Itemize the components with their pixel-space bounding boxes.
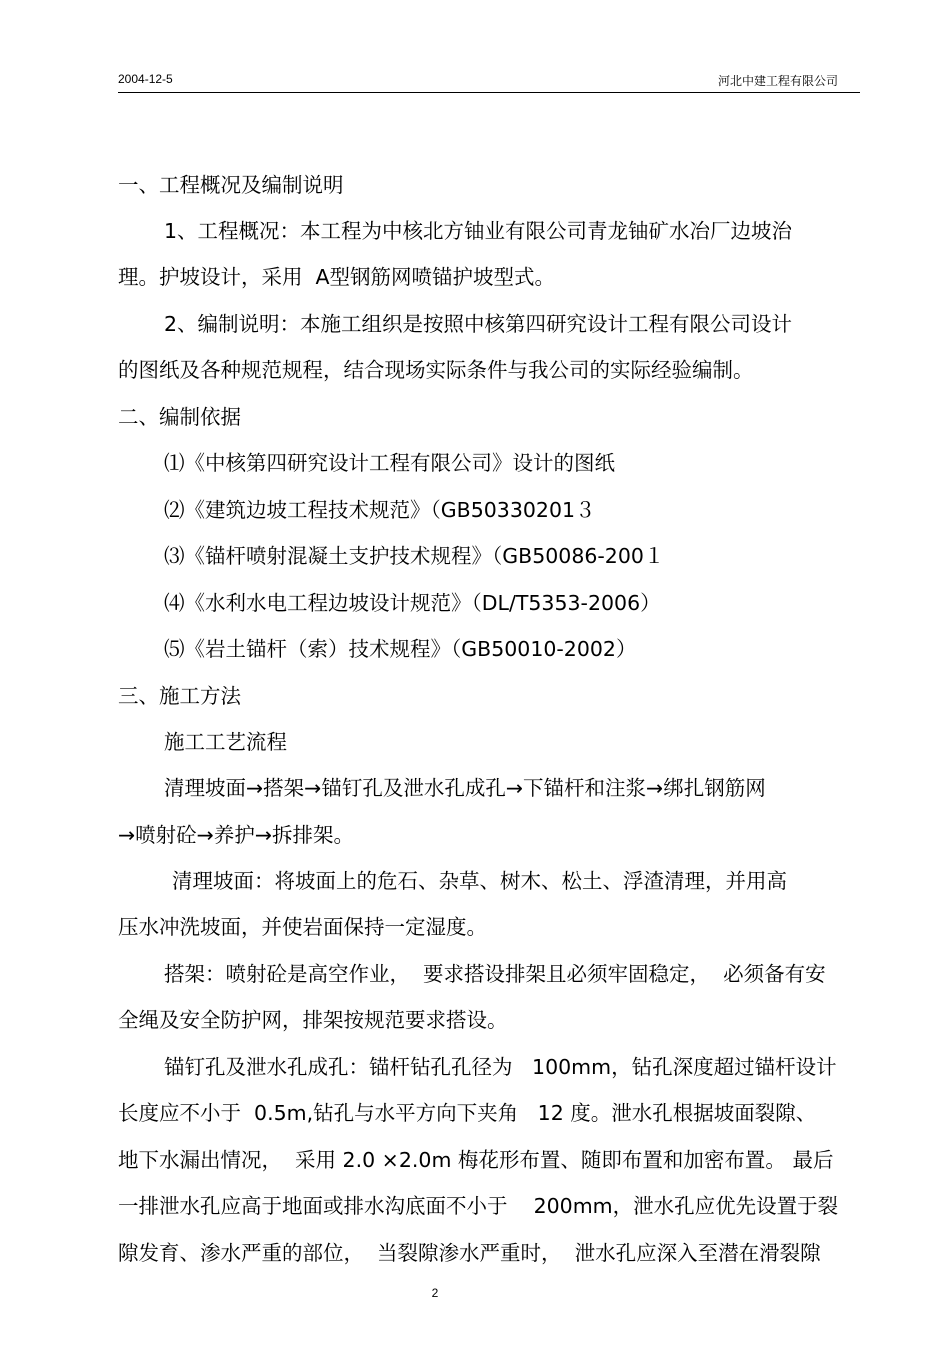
header-date: 2004-12-5	[118, 72, 173, 86]
reference-item: ⑴《中核第四研究设计工程有限公司》设计的图纸	[164, 451, 615, 475]
paragraph-line: 全绳及安全防护网，排架按规范要求搭设。	[118, 1008, 508, 1032]
reference-item: ⑵《建筑边坡工程技术规范》（GB50330201３	[164, 498, 596, 522]
paragraph-line: 压水冲洗坡面，并使岩面保持一定湿度。	[118, 915, 487, 939]
header-divider	[118, 92, 860, 93]
paragraph-line: 2、编制说明：本施工组织是按照中核第四研究设计工程有限公司设计	[164, 312, 793, 336]
paragraph-line: 搭架：喷射砼是高空作业， 要求搭设排架且必须牢固稳定， 必须备有安	[164, 962, 826, 986]
paragraph-line: 清理坡面：将坡面上的危石、杂草、树木、松土、浮渣清理，并用高	[172, 869, 787, 893]
paragraph-line: 地下水漏出情况， 采用 2.0 ×2.0m 梅花形布置、随即布置和加密布置。 最后	[118, 1148, 834, 1172]
paragraph-line: 锚钉孔及泄水孔成孔：锚杆钻孔孔径为 100mm，钻孔深度超过锚杆设计	[164, 1055, 837, 1079]
section-heading-method: 三、施工方法	[118, 684, 241, 708]
paragraph-line: 理。护坡设计，采用 A型钢筋网喷锚护坡型式。	[118, 265, 556, 289]
reference-item: ⑷《水利水电工程边坡设计规范》（DL/T5353-2006）	[164, 591, 661, 615]
subheading-process-flow: 施工工艺流程	[164, 730, 287, 754]
paragraph-line: 长度应不小于 0.5m,钻孔与水平方向下夹角 12 度。泄水孔根据坡面裂隙、	[118, 1101, 817, 1125]
paragraph-line: →喷射砼→养护→拆排架。	[118, 823, 355, 847]
paragraph-line: 的图纸及各种规范规程，结合现场实际条件与我公司的实际经验编制。	[118, 358, 754, 382]
paragraph-line: 隙发育、渗水严重的部位， 当裂隙渗水严重时， 泄水孔应深入至潜在滑裂隙	[118, 1241, 821, 1265]
reference-item: ⑸《岩土锚杆（索）技术规程》（GB50010-2002）	[164, 637, 637, 661]
paragraph-line: 1、工程概况：本工程为中核北方铀业有限公司青龙铀矿水冶厂边坡治	[164, 219, 793, 243]
paragraph-line: 清理坡面→搭架→锚钉孔及泄水孔成孔→下锚杆和注浆→绑扎钢筋网	[164, 776, 766, 800]
page-header	[118, 68, 860, 92]
reference-item: ⑶《锚杆喷射混凝土支护技术规程》（GB50086-200１	[164, 544, 665, 568]
section-heading-overview: 一、工程概况及编制说明	[118, 173, 344, 197]
page-number: 2	[431, 1286, 439, 1300]
paragraph-line: 一排泄水孔应高于地面或排水沟底面不小于 200mm，泄水孔应优先设置于裂	[118, 1194, 839, 1218]
section-heading-basis: 二、编制依据	[118, 405, 241, 429]
header-company: 河北中建工程有限公司	[717, 74, 838, 88]
